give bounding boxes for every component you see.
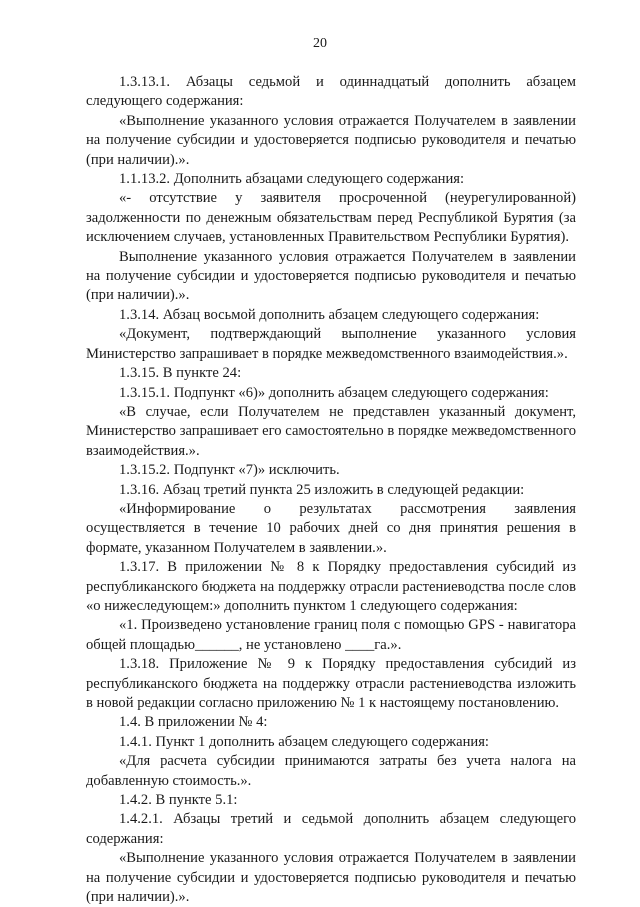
paragraph: «1. Произведено установление границ поля с помощью GPS - навигатора общей площадью______, не установлено ____га.». (86, 617, 576, 653)
paragraph: «Выполнение указанного условия отражается Получателем в заявлении на получение субсидии и удостоверяется подписью руководителя и печатью (при наличии).». (86, 112, 576, 168)
paragraph: 1.4. В приложении № 4: (119, 714, 268, 731)
paragraph: 1.3.18. Приложение № 9 к Порядку предоставления субсидий из республиканского бюджета на поддержку отрасли растениеводства изложить в новой редакции согласно приложению № 1 к настоящему постановлению. (86, 656, 576, 711)
page-number: 20 (313, 36, 327, 51)
paragraph: «- отсутствие у заявителя просроченной (неурегулированной) задолженности по денежным обязательствам перед Республикой Бурятия (за исключением случаев, установленных Правительством Республики Бурятия). (86, 190, 576, 246)
paragraph: 1.3.15. В пункте 24: (119, 365, 242, 382)
paragraph: «Выполнение указанного условия отражается Получателем в заявлении на получение субсидии и удостоверяется подписью руководителя и печатью (при наличии).». (86, 850, 576, 906)
paragraph: 1.4.2. В пункте 5.1: (119, 792, 238, 809)
paragraph: 1.3.17. В приложении № 8 к Порядку предоставления субсидий из республиканского бюджета на поддержку отрасли растениеводства после слов «о нижеследующем:» дополнить пунктом 1 следующего содержания: (86, 559, 576, 614)
paragraph: «В случае, если Получателем не представлен указанный документ, Министерство запрашивает его самостоятельно в порядке межведомственного взаимодействия.». (86, 403, 576, 459)
paragraph: 1.3.15.2. Подпункт «7)» исключить. (119, 462, 340, 479)
paragraph: «Информирование о результатах рассмотрения заявления осуществляется в течение 10 рабочих дней со дня принятия решения в формате, указанном Получателем в заявлении.». (86, 500, 576, 556)
paragraph: 1.3.14. Абзац восьмой дополнить абзацем следующего содержания: (119, 306, 540, 323)
paragraph: 1.1.13.2. Дополнить абзацами следующего содержания: (119, 171, 465, 188)
paragraph: 1.4.1. Пункт 1 дополнить абзацем следующего содержания: (119, 733, 489, 750)
paragraph: «Для расчета субсидии принимаются затраты без учета налога на добавленную стоимость.». (86, 753, 576, 789)
paragraph: Выполнение указанного условия отражается Получателем в заявлении на получение субсидии и удостоверяется подписью руководителя и печатью (при наличии).». (86, 248, 576, 304)
paragraph: «Документ, подтверждающий выполнение указанного условия Министерство запрашивает в порядке межведомственного взаимодействия.». (86, 326, 576, 362)
paragraph: 1.3.13.1. Абзацы седьмой и одиннадцатый дополнить абзацем следующего содержания: (86, 74, 576, 110)
paragraph: 1.3.16. Абзац третий пункта 25 изложить в следующей редакции: (119, 481, 525, 498)
document-body (86, 73, 576, 907)
paragraph: 1.4.2.1. Абзацы третий и седьмой дополнить абзацем следующего содержания: (86, 811, 576, 847)
paragraph: 1.3.15.1. Подпункт «6)» дополнить абзацем следующего содержания: (119, 384, 549, 401)
